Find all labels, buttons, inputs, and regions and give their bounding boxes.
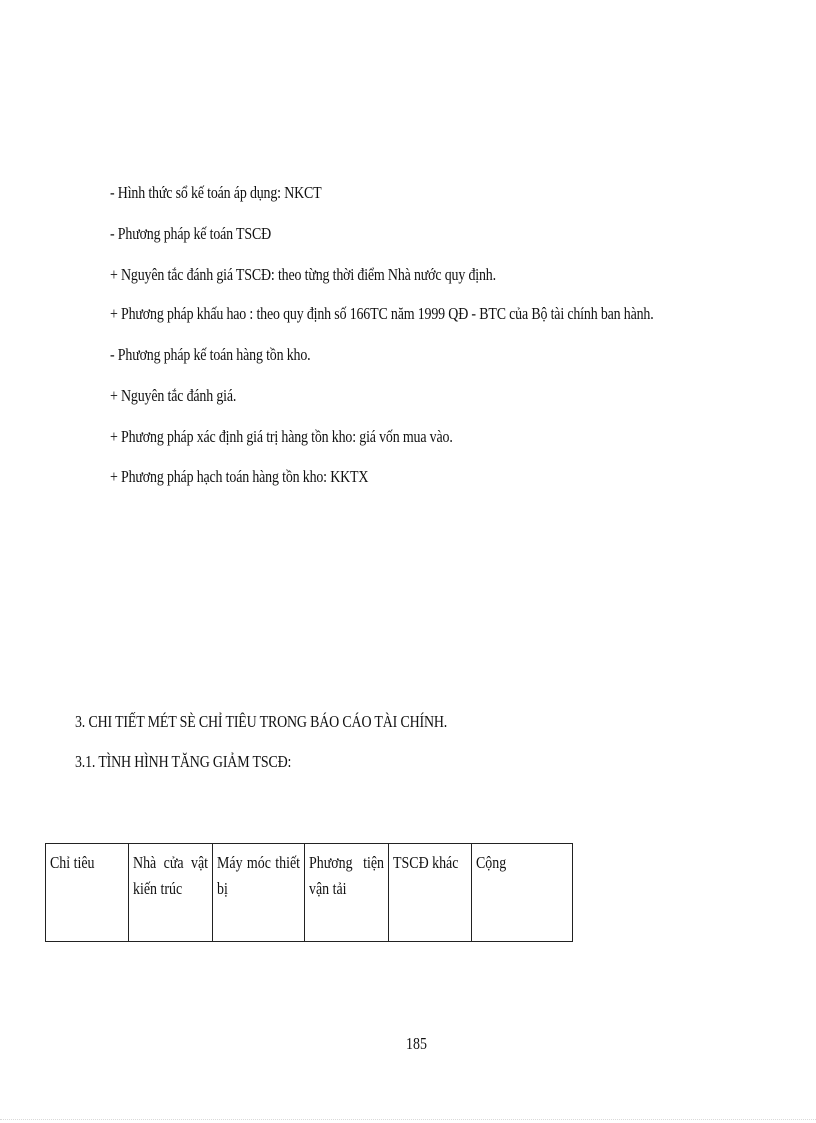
fixed-asset-method-line: - Phương pháp kế toán TSCĐ: [110, 224, 272, 243]
valuation-principle-line: + Nguyên tắc đánh giá.: [110, 386, 237, 405]
table-header-row: [46, 844, 573, 942]
page-bottom-divider: [0, 1119, 816, 1120]
table-header-cell: Chỉ tiêu: [46, 844, 129, 942]
table-header-cell: Nhà cửa vật kiến trúc: [129, 844, 213, 942]
section-heading: 3. CHI TIẾT MÉT SÈ CHỈ TIÊU TRONG BÁO CÁO TÀI CHÍNH.: [75, 712, 448, 731]
table-header-cell: Máy móc thiết bị: [213, 844, 305, 942]
accounting-book-form-line: - Hình thức sổ kế toán áp dụng: NKCT: [110, 183, 322, 202]
table-header-cell: Cộng: [472, 844, 573, 942]
inventory-value-method-line: + Phương pháp xác định giá trị hàng tồn kho: giá vốn mua vào.: [110, 427, 453, 446]
fixed-asset-change-table: [45, 843, 573, 942]
page-number: 185: [406, 1034, 427, 1053]
table-header-cell: TSCĐ khác: [389, 844, 472, 942]
table-header-cell: Phương tiện vận tải: [305, 844, 389, 942]
section-subheading: 3.1. TÌNH HÌNH TĂNG GIẢM TSCĐ:: [75, 752, 292, 771]
inventory-accounting-method-line: + Phương pháp hạch toán hàng tồn kho: KKTX: [110, 467, 369, 486]
depreciation-method-line: + Phương pháp khấu hao : theo quy định số 166TC năm 1999 QĐ - BTC của Bộ tài chính ban hành.: [110, 304, 654, 323]
fixed-asset-valuation-line: + Nguyên tắc đánh giá TSCĐ: theo từng thời điểm Nhà nước quy định.: [110, 265, 496, 284]
inventory-method-line: - Phương pháp kế toán hàng tồn kho.: [110, 345, 311, 364]
